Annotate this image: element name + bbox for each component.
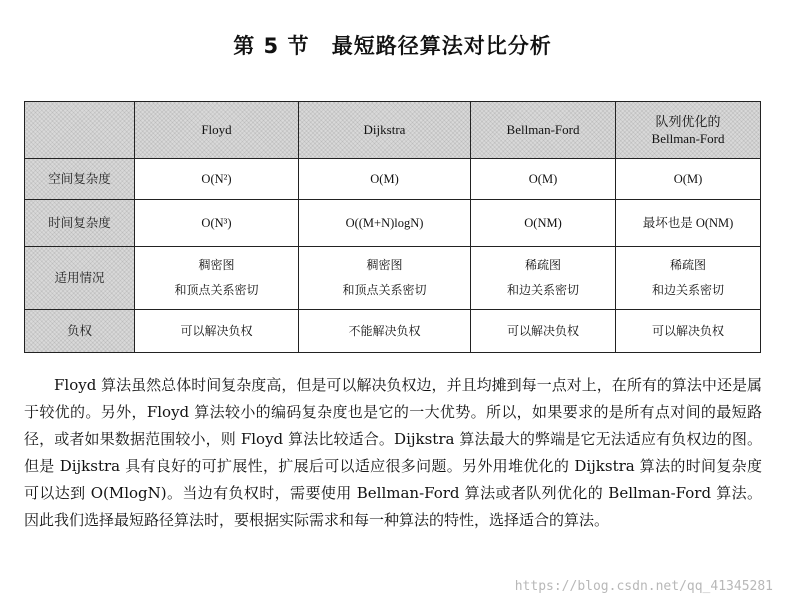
table-header-row bbox=[25, 102, 761, 159]
column-header-floyd: Floyd bbox=[135, 102, 299, 159]
row-label-negative-weight: 负权 bbox=[25, 310, 135, 353]
body-paragraph: Floyd 算法虽然总体时间复杂度高，但是可以解决负权边，并且均摊到每一点对上，在所有的算法中还是属于较优的。另外，Floyd 算法较小的编码复杂度也是它的一大优势。所以，如果要求的是所有点对间的最短路径，或者如果数据范围较小，则 Floyd 算法比较适合。Dijkstra 算法最大的弊端是它无法适应有负权边的图。但是 Dijkstra 具有良好的可扩展性，扩展后可以适应很多问题。另外用堆优化的 Dijkstra 算法的时间复杂度可以达到 O(MlogN)。当边有负权时，需要使用 Bellman-Ford 算法或者队列优化的 Bellman-Ford 算法。因此我们选择最短路径算法时，要根据实际需求和每一种算法的特性，选择适合的算法。 bbox=[24, 376, 762, 529]
comparison-table bbox=[24, 101, 761, 353]
table-cell: 可以解决负权 bbox=[135, 310, 299, 353]
table-cell: 稠密图 和顶点关系密切 bbox=[299, 247, 471, 310]
section-title bbox=[0, 30, 785, 60]
table-cell: 稠密图 和顶点关系密切 bbox=[135, 247, 299, 310]
table-cell: O(N³) bbox=[135, 200, 299, 247]
table-cell: O(M) bbox=[299, 159, 471, 200]
row-label-space-complexity: 空间复杂度 bbox=[25, 159, 135, 200]
table-cell: O((M+N)logN) bbox=[299, 200, 471, 247]
table-cell: 不能解决负权 bbox=[299, 310, 471, 353]
table-cell: 可以解决负权 bbox=[471, 310, 616, 353]
section-heading: 最短路径算法对比分析 bbox=[331, 34, 552, 58]
section-number: 第 5 节 bbox=[233, 34, 310, 58]
table-cell: 稀疏图 和边关系密切 bbox=[471, 247, 616, 310]
table-cell: 最坏也是 O(NM) bbox=[616, 200, 761, 247]
table-cell: 可以解决负权 bbox=[616, 310, 761, 353]
table-row bbox=[25, 159, 761, 200]
table-row bbox=[25, 200, 761, 247]
column-header-bellman-ford: Bellman-Ford bbox=[471, 102, 616, 159]
table-corner-cell bbox=[25, 102, 135, 159]
column-header-dijkstra: Dijkstra bbox=[299, 102, 471, 159]
table-cell: O(M) bbox=[616, 159, 761, 200]
watermark: https://blog.csdn.net/qq_41345281 bbox=[514, 579, 773, 594]
table-cell: O(NM) bbox=[471, 200, 616, 247]
row-label-applicable: 适用情况 bbox=[25, 247, 135, 310]
table-row bbox=[25, 310, 761, 353]
table-cell: O(N²) bbox=[135, 159, 299, 200]
table-row bbox=[25, 247, 761, 310]
column-header-queue-bellman-ford: 队列优化的 Bellman-Ford bbox=[616, 102, 761, 159]
table-cell: 稀疏图 和边关系密切 bbox=[616, 247, 761, 310]
table-cell: O(M) bbox=[471, 159, 616, 200]
row-label-time-complexity: 时间复杂度 bbox=[25, 200, 135, 247]
